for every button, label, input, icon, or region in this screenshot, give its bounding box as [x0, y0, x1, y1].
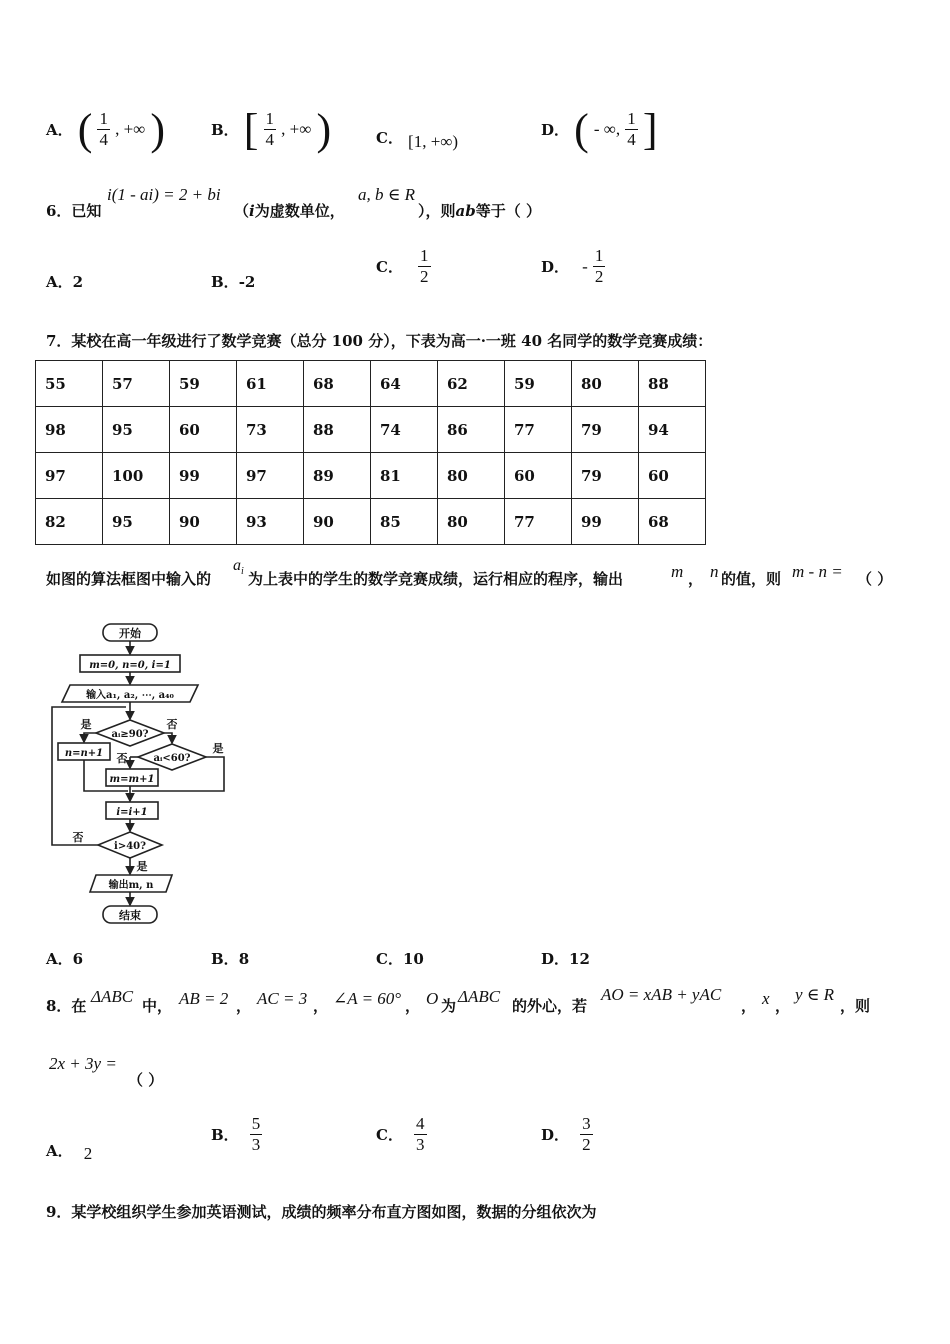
q6-option-c-fraction: $\frac{1}{2}$ — [420, 246, 429, 286]
table-cell: 60 — [505, 453, 572, 499]
table-cell: 74 — [371, 407, 438, 453]
q7-option-a: A．6 — [46, 950, 84, 968]
q8-option-a: A． 2 — [46, 1142, 93, 1163]
flow-no-3: 否 — [72, 831, 84, 844]
q6-option-b: B．-2 — [211, 273, 256, 291]
q7-option-b: B．8 — [211, 950, 250, 968]
q8-number: 8．在 — [46, 997, 87, 1015]
q6-equation: i(1 - ai) = 2 + bi — [107, 185, 221, 204]
table-cell: 99 — [170, 453, 237, 499]
table-cell: 90 — [304, 499, 371, 545]
table-cell: 80 — [438, 453, 505, 499]
table-cell: 80 — [438, 499, 505, 545]
q8-option-b: B． $\frac{5}{3}$ — [211, 1114, 261, 1154]
table-cell: 97 — [237, 453, 304, 499]
flow-yes-2: 是 — [212, 742, 224, 755]
flow-start-text: 开始 — [119, 627, 141, 640]
table-cell: 57 — [103, 361, 170, 407]
table-cell: 61 — [237, 361, 304, 407]
table-row — [36, 361, 706, 407]
table-cell: 88 — [639, 361, 706, 407]
table-cell: 89 — [304, 453, 371, 499]
q5-option-d-fraction: $\frac{1}{4}$ — [627, 109, 636, 149]
q5-option-a-fraction: $\frac{1}{4}$ — [99, 109, 108, 149]
table-cell: 86 — [438, 407, 505, 453]
q6-option-d: D． - $\frac{1}{2}$ — [541, 246, 604, 286]
q5-option-b-fraction: $\frac{1}{4}$ — [265, 109, 275, 149]
table-cell: 64 — [371, 361, 438, 407]
table-cell: 94 — [639, 407, 706, 453]
table-cell: 79 — [572, 407, 639, 453]
flow-yes-3: 是 — [136, 860, 148, 873]
q5-option-c — [376, 127, 459, 151]
table-cell: 55 — [36, 361, 103, 407]
q8-expression: 2x + 3y = — [49, 1054, 117, 1073]
flow-cond1-text: aᵢ≥90? — [111, 729, 149, 740]
q7-ai: $a_i$ — [233, 557, 244, 578]
q6-condition: （i为虚数单位， — [234, 202, 345, 220]
flow-i-inc-text: i=i+1 — [116, 807, 148, 818]
q5-option-a-label: A． — [46, 121, 73, 139]
table-cell: 62 — [438, 361, 505, 407]
table-cell: 88 — [304, 407, 371, 453]
table-cell: 81 — [371, 453, 438, 499]
flow-cond3-text: i>40? — [114, 841, 146, 852]
table-cell: 77 — [505, 407, 572, 453]
q7-flowchart — [40, 618, 240, 933]
table-cell: 95 — [103, 407, 170, 453]
table-cell: 95 — [103, 499, 170, 545]
flow-input-text: 输入a₁, a₂, ⋯, a₄₀ — [86, 690, 174, 701]
q5-option-b: B． [ $\frac{1}{4}$ , +∞ ) — [211, 105, 332, 154]
q8-option-d: D． $\frac{3}{2}$ — [541, 1114, 591, 1154]
flow-m-inc-text: m=m+1 — [109, 774, 155, 785]
flow-end-text: 结束 — [119, 909, 141, 922]
q6-option-a: A．2 — [46, 273, 84, 291]
table-cell: 73 — [237, 407, 304, 453]
q9-text: 9．某学校组织学生参加英语测试，成绩的频率分布直方图如图，数据的分组依次为 — [46, 1203, 597, 1221]
flow-no-1: 否 — [166, 718, 178, 731]
flow-output-text: 输出m, n — [108, 880, 154, 891]
table-cell: 93 — [237, 499, 304, 545]
table-cell: 60 — [639, 453, 706, 499]
table-cell: 59 — [170, 361, 237, 407]
table-cell: 99 — [572, 499, 639, 545]
q6-tail: ），则ab等于（ ） — [418, 202, 541, 220]
q5-option-d: D． ( - ∞, $\frac{1}{4}$ ] — [541, 105, 658, 154]
q6-number: 6．已知 — [46, 202, 102, 220]
q7-option-c: C．10 — [376, 950, 424, 968]
q5-option-c-label: C． — [376, 129, 403, 147]
q8-vector-equation: AO = xAB + yAC — [601, 985, 722, 1004]
table-cell: 98 — [36, 407, 103, 453]
table-cell: 90 — [170, 499, 237, 545]
table-cell: 79 — [572, 453, 639, 499]
q7-option-d: D．12 — [541, 950, 590, 968]
q6-set: a, b ∈ R — [358, 185, 415, 204]
q7-intro: 7．某校在高一年级进行了数学竞赛（总分 100 分），下表为高一·一班 40 名同学的数学竞赛成绩： — [46, 332, 713, 350]
q7-score-table — [35, 360, 706, 545]
flow-init-text: m=0, n=0, i=1 — [89, 660, 171, 671]
q5-option-b-label: B． — [211, 121, 239, 139]
flow-n-inc-text: n=n+1 — [64, 748, 104, 759]
table-row — [36, 499, 706, 545]
table-cell: 80 — [572, 361, 639, 407]
q6-option-c: C． $\frac{1}{2}$ — [376, 246, 429, 286]
flow-no-2: 否 — [116, 752, 128, 765]
table-cell: 68 — [304, 361, 371, 407]
table-cell: 85 — [371, 499, 438, 545]
flow-cond2-text: aᵢ<60? — [153, 753, 191, 764]
table-cell: 59 — [505, 361, 572, 407]
q5-option-c-value: [1, +∞) — [408, 132, 459, 151]
q5-option-d-label: D． — [541, 121, 570, 139]
table-row — [36, 453, 706, 499]
table-cell: 97 — [36, 453, 103, 499]
q5-option-a: A． ( $\frac{1}{4}$ , +∞ ) — [46, 105, 166, 154]
flow-yes-1: 是 — [80, 718, 92, 731]
table-cell: 77 — [505, 499, 572, 545]
table-row — [36, 407, 706, 453]
q8-option-c: C． $\frac{4}{3}$ — [376, 1114, 425, 1154]
table-cell: 60 — [170, 407, 237, 453]
q6-option-d-fraction: $\frac{1}{2}$ — [594, 246, 604, 286]
table-cell: 68 — [639, 499, 706, 545]
table-cell: 100 — [103, 453, 170, 499]
table-cell: 82 — [36, 499, 103, 545]
